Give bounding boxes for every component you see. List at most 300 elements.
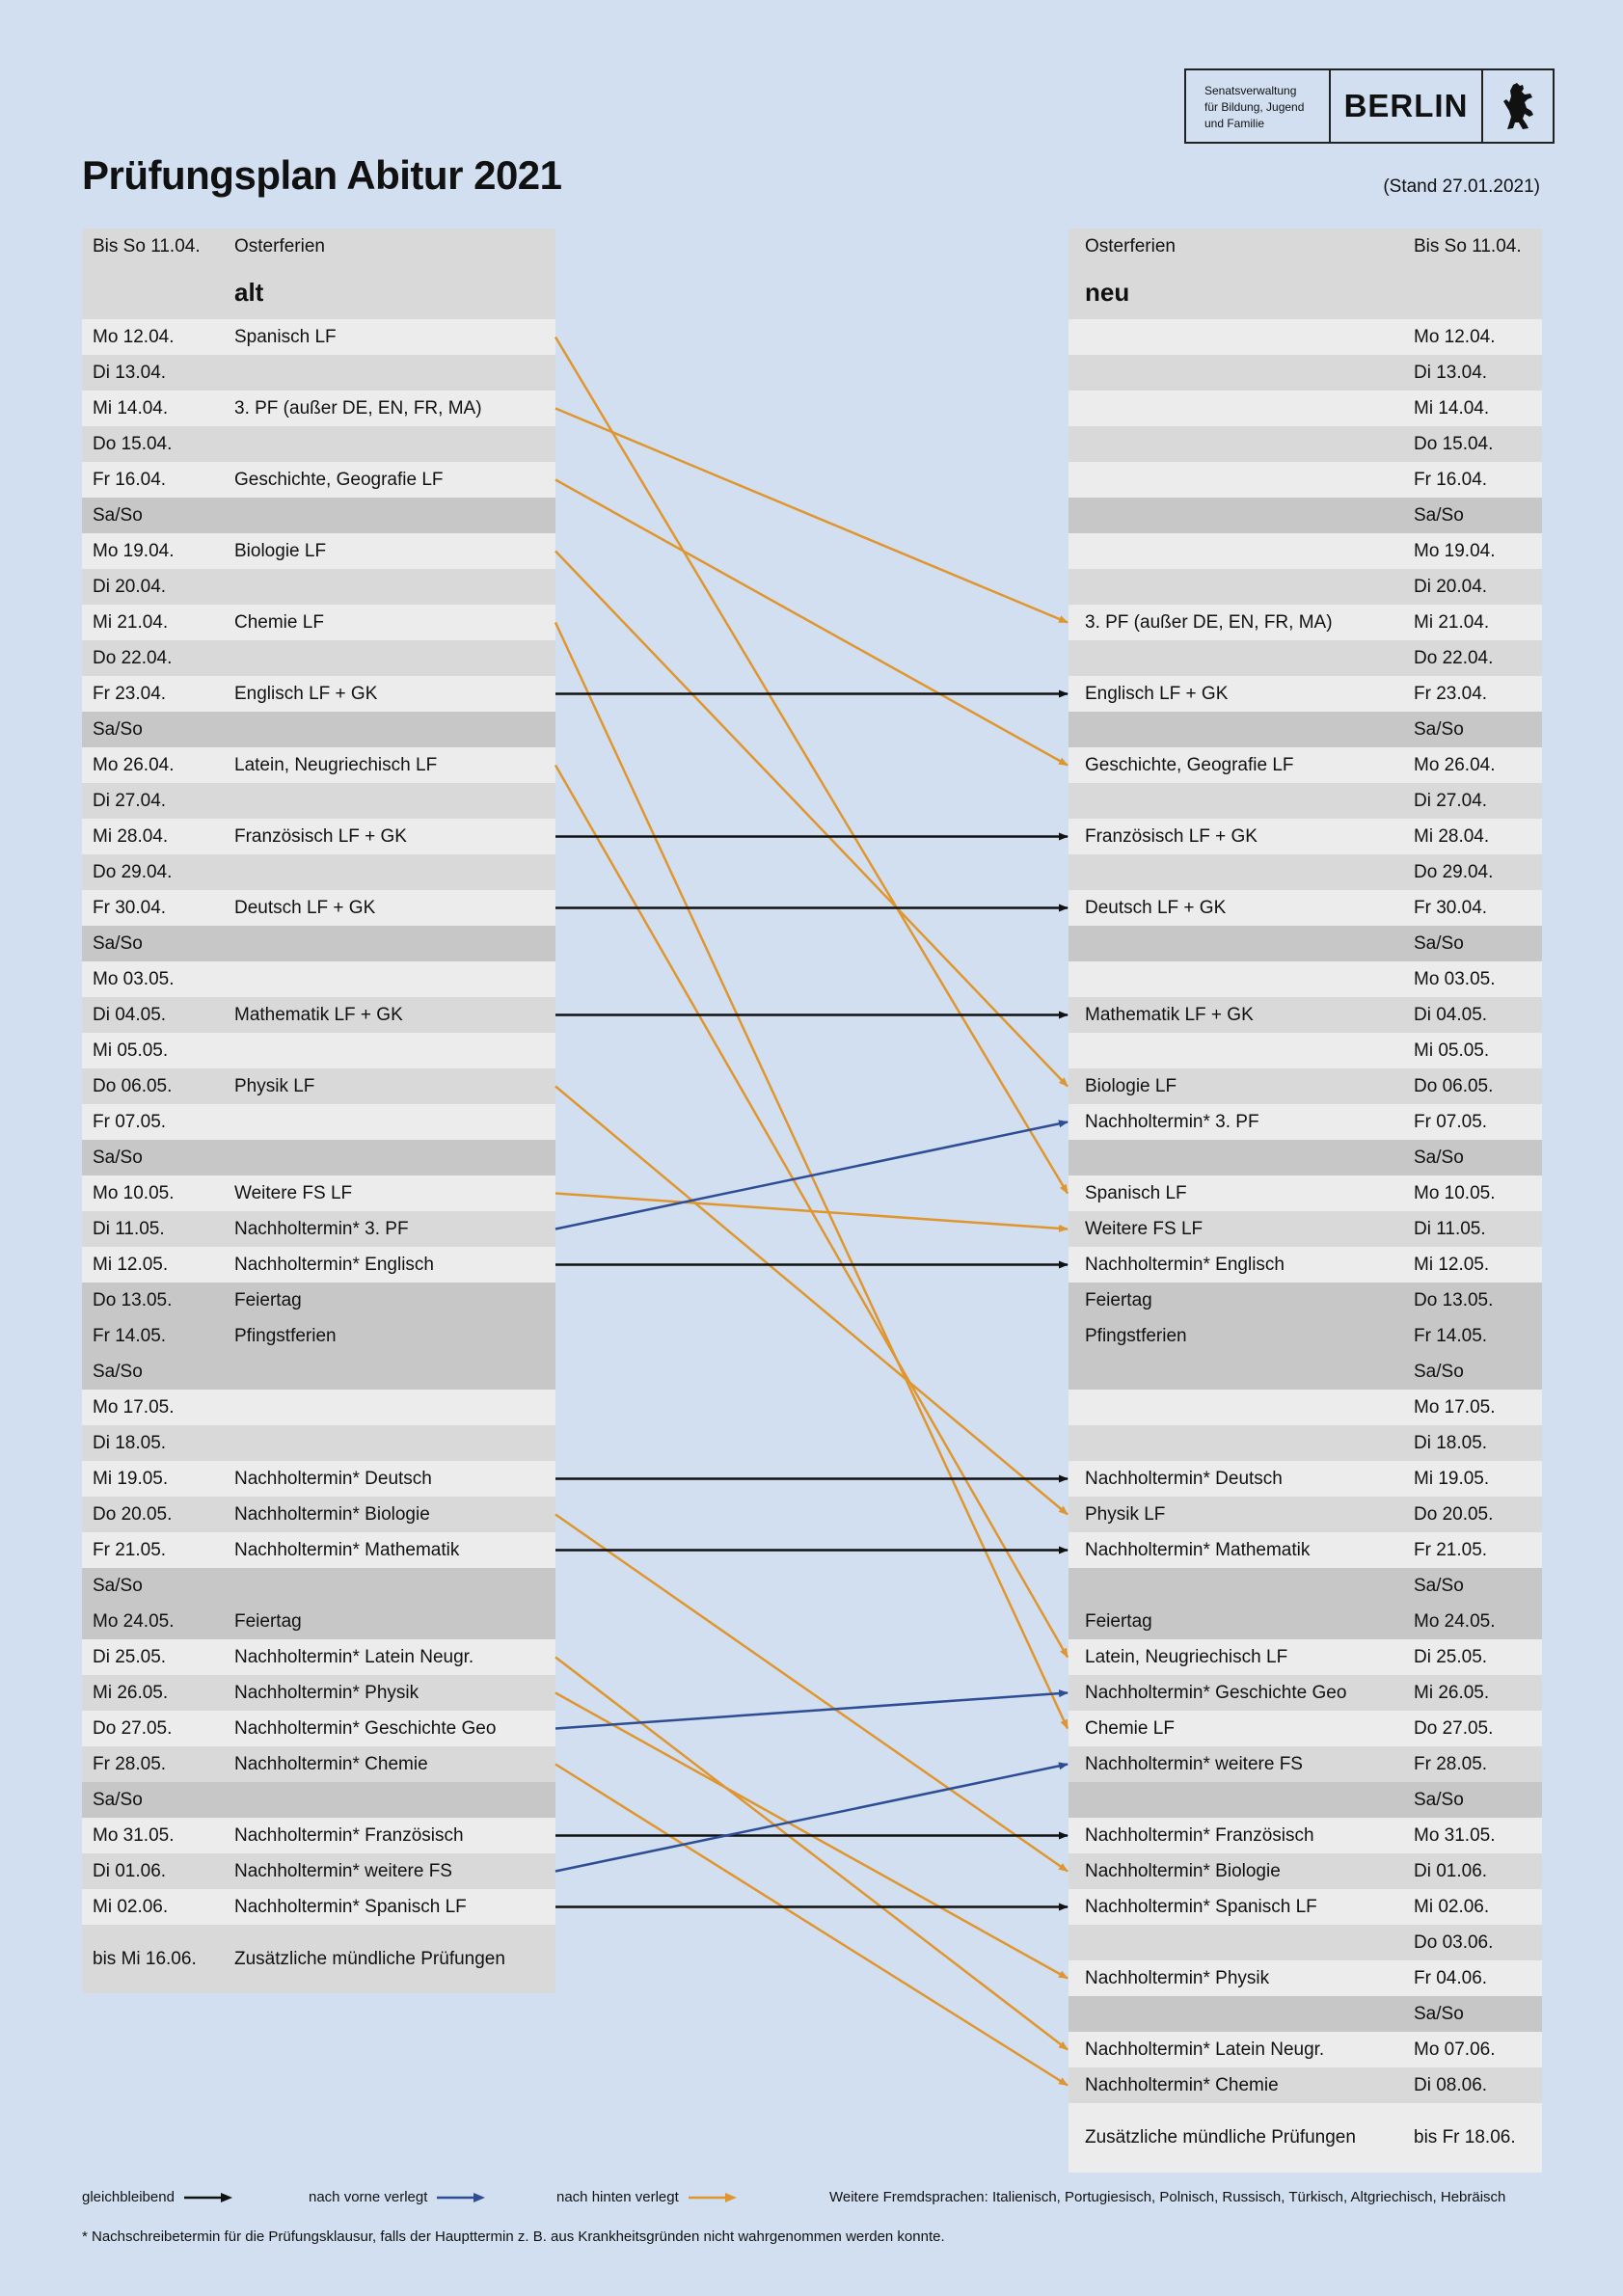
left-row (82, 712, 555, 747)
old-schedule-table (82, 229, 555, 1993)
right-row (1068, 1853, 1542, 1889)
move-arrow-later (555, 1087, 1068, 1515)
right-row (1068, 890, 1542, 926)
right-date-cell: Do 29.04. (1403, 854, 1542, 890)
right-event-cell: Chemie LF (1068, 1711, 1403, 1746)
right-event-cell: Geschichte, Geografie LF (1068, 747, 1403, 783)
legend-same-arrow-icon (184, 2192, 232, 2203)
right-row (1068, 426, 1542, 462)
right-event-cell (1068, 426, 1403, 462)
left-date-cell: Mi 02.06. (82, 1889, 219, 1925)
right-row (1068, 1033, 1542, 1068)
right-date-cell: Mo 19.04. (1403, 533, 1542, 569)
left-date-cell: Di 04.05. (82, 997, 219, 1033)
left-event-cell: Biologie LF (219, 533, 555, 569)
left-event-cell: Nachholtermin* Chemie (219, 1746, 555, 1782)
stand-date: (Stand 27.01.2021) (1383, 176, 1540, 197)
right-row (1068, 783, 1542, 819)
right-date-cell: Fr 28.05. (1403, 1746, 1542, 1782)
right-event-cell: Englisch LF + GK (1068, 676, 1403, 712)
left-row (82, 1211, 555, 1247)
left-date-cell: bis Mi 16.06. (82, 1925, 219, 1993)
right-date-cell: Mi 19.05. (1403, 1461, 1542, 1497)
left-event-cell: Nachholtermin* 3. PF (219, 1211, 555, 1247)
left-event-cell: Physik LF (219, 1068, 555, 1104)
right-event-cell (1068, 355, 1403, 391)
right-row (1068, 712, 1542, 747)
right-row (1068, 1461, 1542, 1497)
left-row (82, 1283, 555, 1318)
left-event-cell: Chemie LF (219, 605, 555, 640)
right-event-cell (1068, 391, 1403, 426)
right-date-cell: Fr 04.06. (1403, 1960, 1542, 1996)
right-row (1068, 1960, 1542, 1996)
right-date-cell: Mi 05.05. (1403, 1033, 1542, 1068)
move-arrow-later (555, 1194, 1068, 1229)
left-date-cell: Fr 23.04. (82, 676, 219, 712)
right-date-cell: Di 04.05. (1403, 997, 1542, 1033)
right-row (1068, 640, 1542, 676)
right-row (1068, 2103, 1542, 2173)
left-event-cell: Nachholtermin* Latein Neugr. (219, 1639, 555, 1675)
move-arrow-later (555, 1693, 1068, 1979)
left-row (82, 819, 555, 854)
right-date-cell: Bis So 11.04. (1403, 229, 1542, 265)
right-row (1068, 229, 1542, 265)
left-date-cell: Mo 03.05. (82, 961, 219, 997)
left-event-cell (219, 1390, 555, 1425)
right-row (1068, 1711, 1542, 1746)
department-line-2: für Bildung, Jugend (1204, 100, 1305, 114)
right-date-cell: Do 03.06. (1403, 1925, 1542, 1960)
right-row (1068, 1782, 1542, 1818)
left-row (82, 1390, 555, 1425)
right-date-cell: Di 18.05. (1403, 1425, 1542, 1461)
department-line-1: Senatsverwaltung (1204, 84, 1297, 97)
right-row (1068, 2032, 1542, 2067)
move-arrow-later (555, 1515, 1068, 1872)
left-date-cell: Fr 14.05. (82, 1318, 219, 1354)
left-event-cell (219, 355, 555, 391)
left-row (82, 265, 555, 319)
berlin-bear-icon (1483, 70, 1553, 142)
right-event-cell: Nachholtermin* Physik (1068, 1960, 1403, 1996)
right-event-cell: Nachholtermin* Chemie (1068, 2067, 1403, 2103)
right-row (1068, 462, 1542, 498)
left-date-cell: Mo 19.04. (82, 533, 219, 569)
right-date-cell: bis Fr 18.06. (1403, 2103, 1542, 2173)
new-schedule-table (1068, 229, 1542, 2173)
left-date-cell: Fr 07.05. (82, 1104, 219, 1140)
left-event-cell: Nachholtermin* Physik (219, 1675, 555, 1711)
right-date-cell: Do 22.04. (1403, 640, 1542, 676)
right-row (1068, 1889, 1542, 1925)
left-date-cell: Sa/So (82, 1354, 219, 1390)
right-date-cell: Di 08.06. (1403, 2067, 1542, 2103)
left-event-cell (219, 1354, 555, 1390)
left-row (82, 854, 555, 890)
right-event-cell: Nachholtermin* Geschichte Geo (1068, 1675, 1403, 1711)
left-row (82, 1175, 555, 1211)
left-header-cell: alt (219, 265, 555, 319)
right-date-cell: Sa/So (1403, 926, 1542, 961)
right-event-cell: Deutsch LF + GK (1068, 890, 1403, 926)
left-event-cell: Deutsch LF + GK (219, 890, 555, 926)
right-event-cell (1068, 783, 1403, 819)
right-row (1068, 265, 1542, 319)
right-row (1068, 747, 1542, 783)
right-row (1068, 1175, 1542, 1211)
left-row (82, 1853, 555, 1889)
right-date-cell: Do 20.05. (1403, 1497, 1542, 1532)
right-event-cell: Nachholtermin* Spanisch LF (1068, 1889, 1403, 1925)
right-event-cell (1068, 1996, 1403, 2032)
left-date-cell: Do 27.05. (82, 1711, 219, 1746)
left-row (82, 498, 555, 533)
left-event-cell (219, 498, 555, 533)
right-row (1068, 1497, 1542, 1532)
right-event-cell: Nachholtermin* Latein Neugr. (1068, 2032, 1403, 2067)
right-event-cell (1068, 1925, 1403, 1960)
left-date-cell: Bis So 11.04. (82, 229, 219, 265)
right-event-cell (1068, 1140, 1403, 1175)
left-row (82, 355, 555, 391)
department-name (1186, 70, 1331, 142)
left-event-cell (219, 854, 555, 890)
left-row (82, 747, 555, 783)
left-event-cell: Nachholtermin* Englisch (219, 1247, 555, 1283)
right-row (1068, 1104, 1542, 1140)
move-arrow-later (555, 766, 1068, 1658)
page-title: Prüfungsplan Abitur 2021 (82, 152, 562, 198)
left-row (82, 1818, 555, 1853)
right-date-cell: Fr 14.05. (1403, 1318, 1542, 1354)
right-event-cell (1068, 1425, 1403, 1461)
right-row (1068, 355, 1542, 391)
right-date-cell: Fr 30.04. (1403, 890, 1542, 926)
left-row (82, 229, 555, 265)
right-event-cell: Pfingstferien (1068, 1318, 1403, 1354)
left-row (82, 1639, 555, 1675)
right-date-cell: Mi 28.04. (1403, 819, 1542, 854)
right-date-cell: Di 13.04. (1403, 355, 1542, 391)
left-event-cell: Englisch LF + GK (219, 676, 555, 712)
right-date-cell: Do 15.04. (1403, 426, 1542, 462)
move-arrow-earlier (555, 1765, 1068, 1872)
left-date-cell: Mi 05.05. (82, 1033, 219, 1068)
right-date-cell: Di 01.06. (1403, 1853, 1542, 1889)
right-event-cell: 3. PF (außer DE, EN, FR, MA) (1068, 605, 1403, 640)
footnote: * Nachschreibetermin für die Prüfungsklausur, falls der Haupttermin z. B. aus Krankheitsgründen nicht wahrgenommen werden konnte. (82, 2228, 945, 2245)
left-event-cell (219, 926, 555, 961)
left-event-cell: Feiertag (219, 1283, 555, 1318)
right-event-cell: Feiertag (1068, 1604, 1403, 1639)
right-event-cell: Latein, Neugriechisch LF (1068, 1639, 1403, 1675)
left-event-cell: 3. PF (außer DE, EN, FR, MA) (219, 391, 555, 426)
right-row (1068, 676, 1542, 712)
left-row (82, 1497, 555, 1532)
right-date-cell: Mi 02.06. (1403, 1889, 1542, 1925)
left-date-cell: Mo 31.05. (82, 1818, 219, 1853)
left-event-cell: Nachholtermin* Spanisch LF (219, 1889, 555, 1925)
left-event-cell (219, 1140, 555, 1175)
right-date-cell: Mi 21.04. (1403, 605, 1542, 640)
left-date-cell: Di 13.04. (82, 355, 219, 391)
right-event-cell: Nachholtermin* Mathematik (1068, 1532, 1403, 1568)
right-date-cell: Mo 24.05. (1403, 1604, 1542, 1639)
right-event-cell: Nachholtermin* weitere FS (1068, 1746, 1403, 1782)
move-arrow-earlier (555, 1122, 1068, 1229)
right-date-cell: Mo 12.04. (1403, 319, 1542, 355)
right-event-cell: Mathematik LF + GK (1068, 997, 1403, 1033)
left-event-cell: Zusätzliche mündliche Prüfungen (219, 1925, 555, 1993)
left-date-cell: Di 20.04. (82, 569, 219, 605)
left-event-cell (219, 569, 555, 605)
left-date-cell: Di 27.04. (82, 783, 219, 819)
right-date-cell: Di 11.05. (1403, 1211, 1542, 1247)
left-event-cell: Mathematik LF + GK (219, 997, 555, 1033)
left-row (82, 1532, 555, 1568)
right-date-cell: Sa/So (1403, 1782, 1542, 1818)
left-row (82, 319, 555, 355)
right-row (1068, 1604, 1542, 1639)
left-row (82, 926, 555, 961)
left-event-cell (219, 640, 555, 676)
right-event-cell (1068, 462, 1403, 498)
left-event-cell (219, 426, 555, 462)
right-row (1068, 926, 1542, 961)
right-date-cell: Sa/So (1403, 1996, 1542, 2032)
legend-languages: Weitere Fremdsprachen: Italienisch, Portugiesisch, Polnisch, Russisch, Türkisch, Altgriechisch, Hebräisch (829, 2189, 1506, 2205)
right-header-cell: neu (1068, 265, 1403, 319)
left-date-cell: Fr 28.05. (82, 1746, 219, 1782)
right-date-cell: Do 13.05. (1403, 1283, 1542, 1318)
left-date-cell: Di 18.05. (82, 1425, 219, 1461)
left-row (82, 426, 555, 462)
left-date-cell: Sa/So (82, 1568, 219, 1604)
left-date-cell: Mi 28.04. (82, 819, 219, 854)
left-row (82, 1782, 555, 1818)
right-date-cell: Fr 07.05. (1403, 1104, 1542, 1140)
move-arrow-earlier (555, 1693, 1068, 1729)
left-date-cell: Di 01.06. (82, 1853, 219, 1889)
right-date-cell: Mi 14.04. (1403, 391, 1542, 426)
right-row (1068, 1639, 1542, 1675)
right-date-cell: Fr 21.05. (1403, 1532, 1542, 1568)
left-row (82, 605, 555, 640)
left-date-cell: Fr 16.04. (82, 462, 219, 498)
right-event-cell: Nachholtermin* Deutsch (1068, 1461, 1403, 1497)
left-row (82, 997, 555, 1033)
right-row (1068, 1568, 1542, 1604)
right-event-cell (1068, 569, 1403, 605)
right-row (1068, 997, 1542, 1033)
right-row (1068, 1925, 1542, 1960)
left-row (82, 1604, 555, 1639)
left-date-cell: Sa/So (82, 1782, 219, 1818)
left-row (82, 961, 555, 997)
left-date-cell: Mi 19.05. (82, 1461, 219, 1497)
right-date-cell: Mo 07.06. (1403, 2032, 1542, 2067)
right-event-cell (1068, 961, 1403, 997)
move-arrow-later (555, 409, 1068, 623)
berlin-logo (1184, 68, 1555, 144)
right-event-cell (1068, 319, 1403, 355)
left-event-cell (219, 1033, 555, 1068)
city-name: BERLIN (1331, 70, 1483, 142)
right-date-cell: Mi 12.05. (1403, 1247, 1542, 1283)
left-row (82, 391, 555, 426)
left-row (82, 1461, 555, 1497)
left-row (82, 1247, 555, 1283)
left-event-cell (219, 1425, 555, 1461)
right-date-cell: Sa/So (1403, 498, 1542, 533)
left-date-cell: Di 25.05. (82, 1639, 219, 1675)
left-row (82, 462, 555, 498)
right-event-cell: Weitere FS LF (1068, 1211, 1403, 1247)
left-row (82, 1568, 555, 1604)
right-row (1068, 1675, 1542, 1711)
legend-later-arrow-icon (689, 2192, 737, 2203)
left-event-cell: Feiertag (219, 1604, 555, 1639)
right-event-cell (1068, 1390, 1403, 1425)
right-date-cell: Mo 17.05. (1403, 1390, 1542, 1425)
left-date-cell: Mo 10.05. (82, 1175, 219, 1211)
left-event-cell: Französisch LF + GK (219, 819, 555, 854)
department-line-3: und Familie (1204, 117, 1265, 130)
left-date-cell: Sa/So (82, 926, 219, 961)
right-row (1068, 1068, 1542, 1104)
right-event-cell: Feiertag (1068, 1283, 1403, 1318)
left-row (82, 676, 555, 712)
right-row (1068, 1247, 1542, 1283)
right-date-cell: Mi 26.05. (1403, 1675, 1542, 1711)
left-row (82, 1746, 555, 1782)
right-event-cell: Zusätzliche mündliche Prüfungen (1068, 2103, 1403, 2173)
left-event-cell: Nachholtermin* Geschichte Geo (219, 1711, 555, 1746)
right-event-cell: Nachholtermin* Französisch (1068, 1818, 1403, 1853)
right-date-cell: Mo 10.05. (1403, 1175, 1542, 1211)
right-row (1068, 1818, 1542, 1853)
move-arrow-later (555, 480, 1068, 766)
left-event-cell: Nachholtermin* Französisch (219, 1818, 555, 1853)
left-row (82, 1711, 555, 1746)
right-row (1068, 854, 1542, 890)
right-row (1068, 1425, 1542, 1461)
right-event-cell: Nachholtermin* 3. PF (1068, 1104, 1403, 1140)
left-date-cell: Mi 14.04. (82, 391, 219, 426)
left-date-cell: Di 11.05. (82, 1211, 219, 1247)
left-date-cell: Sa/So (82, 1140, 219, 1175)
right-row (1068, 1996, 1542, 2032)
legend-earlier-label: nach vorne verlegt (309, 2189, 428, 2205)
right-row (1068, 1140, 1542, 1175)
legend-earlier-arrow-icon (437, 2192, 485, 2203)
left-event-cell (219, 783, 555, 819)
right-event-cell (1068, 1568, 1403, 1604)
right-date-cell: Mo 31.05. (1403, 1818, 1542, 1853)
left-date-cell: Mi 26.05. (82, 1675, 219, 1711)
left-date-cell: Fr 21.05. (82, 1532, 219, 1568)
left-row (82, 1068, 555, 1104)
left-event-cell: Nachholtermin* Biologie (219, 1497, 555, 1532)
left-event-cell (219, 1568, 555, 1604)
left-date-cell: Sa/So (82, 712, 219, 747)
left-event-cell: Osterferien (219, 229, 555, 265)
right-row (1068, 319, 1542, 355)
right-event-cell: Biologie LF (1068, 1068, 1403, 1104)
right-event-cell (1068, 1354, 1403, 1390)
right-date-cell: Di 25.05. (1403, 1639, 1542, 1675)
left-event-cell: Spanisch LF (219, 319, 555, 355)
move-arrow-later (555, 1765, 1068, 2086)
left-date-cell: Do 06.05. (82, 1068, 219, 1104)
right-row (1068, 605, 1542, 640)
right-row (1068, 1283, 1542, 1318)
left-date-cell: Mo 17.05. (82, 1390, 219, 1425)
left-row (82, 1925, 555, 1993)
right-event-cell (1068, 498, 1403, 533)
right-event-cell: Osterferien (1068, 229, 1403, 265)
right-row (1068, 961, 1542, 997)
right-date-cell: Di 27.04. (1403, 783, 1542, 819)
right-event-cell (1068, 533, 1403, 569)
right-event-cell: Nachholtermin* Englisch (1068, 1247, 1403, 1283)
right-event-cell: Spanisch LF (1068, 1175, 1403, 1211)
legend-later (556, 2189, 737, 2205)
move-arrow-later (555, 338, 1068, 1194)
right-date-cell: Do 27.05. (1403, 1711, 1542, 1746)
right-row (1068, 1354, 1542, 1390)
legend-later-label: nach hinten verlegt (556, 2189, 679, 2205)
right-row (1068, 1318, 1542, 1354)
left-event-cell (219, 1104, 555, 1140)
left-event-cell: Nachholtermin* Mathematik (219, 1532, 555, 1568)
right-event-cell: Nachholtermin* Biologie (1068, 1853, 1403, 1889)
left-date-cell: Mo 26.04. (82, 747, 219, 783)
right-event-cell (1068, 1782, 1403, 1818)
left-date-cell: Mi 21.04. (82, 605, 219, 640)
right-event-cell (1068, 640, 1403, 676)
left-event-cell (219, 961, 555, 997)
left-date-cell: Do 15.04. (82, 426, 219, 462)
legend-earlier (309, 2189, 485, 2205)
left-date-cell: Sa/So (82, 498, 219, 533)
right-date-cell: Fr 23.04. (1403, 676, 1542, 712)
left-event-cell: Nachholtermin* weitere FS (219, 1853, 555, 1889)
left-row (82, 1033, 555, 1068)
right-date-cell: Sa/So (1403, 1568, 1542, 1604)
left-date-cell: Fr 30.04. (82, 890, 219, 926)
right-date-cell: Mo 03.05. (1403, 961, 1542, 997)
right-date-cell: Mo 26.04. (1403, 747, 1542, 783)
left-event-cell: Latein, Neugriechisch LF (219, 747, 555, 783)
right-date-cell: Sa/So (1403, 1140, 1542, 1175)
left-row (82, 1675, 555, 1711)
legend-same (82, 2189, 232, 2205)
left-row (82, 1889, 555, 1925)
right-row (1068, 819, 1542, 854)
legend-same-label: gleichbleibend (82, 2189, 175, 2205)
right-row (1068, 391, 1542, 426)
right-event-cell (1068, 926, 1403, 961)
left-row (82, 569, 555, 605)
left-date-cell: Do 29.04. (82, 854, 219, 890)
left-date-cell: Do 13.05. (82, 1283, 219, 1318)
right-date-cell: Di 20.04. (1403, 569, 1542, 605)
right-row (1068, 498, 1542, 533)
right-row (1068, 569, 1542, 605)
